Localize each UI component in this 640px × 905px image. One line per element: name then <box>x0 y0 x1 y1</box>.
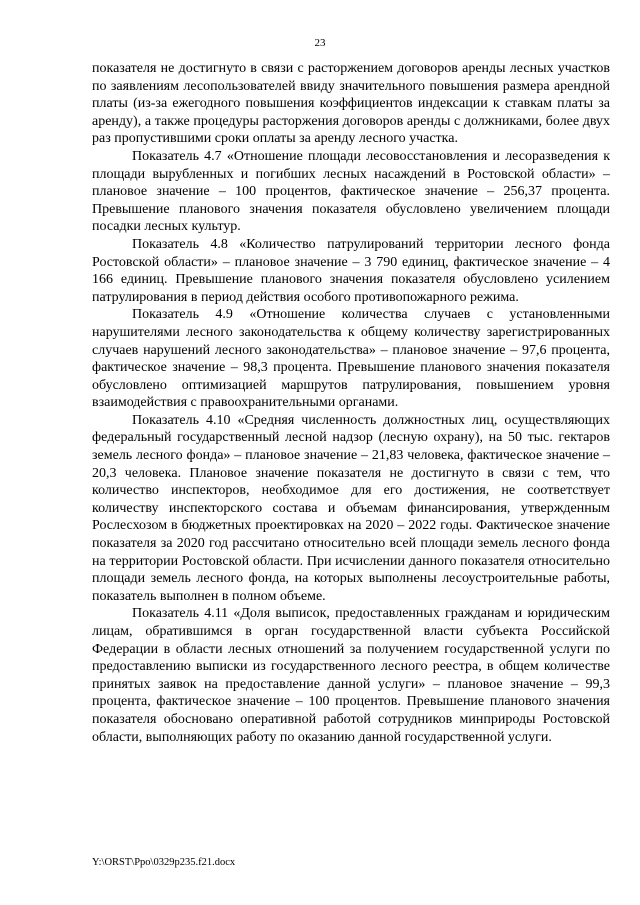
footer-file-path: Y:\ORST\Ppo\0329p235.f21.docx <box>92 857 236 868</box>
document-body <box>92 60 610 746</box>
paragraph-indicator-4-10: Показатель 4.10 «Средняя численность должностных лиц, осуществляющих федеральный государственный лесной надзор (лесную охрану), на 50 тыс. гектаров земель лесного фонда» – плановое значение – 21,83 человека, фактическое значение – 20,3 человека. Плановое значение показателя не достигнуто в связи с тем, что количество инспекторов, необходимое для его достижения, не соответствует количеству инспекторского состава и объемам финансирования, утвержденным Рослесхозом в бюджетных проектировках на 2020 – 2022 годы. Фактическое значение показателя за 2020 год рассчитано относительно всей площади земель лесного фонда на территории Ростовской области. При исчислении данного показателя относительно площади земель лесного фонда, на которых выполнены лесоустроительные работы, показатель выполнен в полном объеме. <box>92 412 610 604</box>
paragraph-indicator-4-9: Показатель 4.9 «Отношение количества случаев с установленными нарушителями лесного законодательства к общему количеству зарегистрированных случаев нарушений лесного законодательства» – плановое значение – 97,6 процента, фактическое значение – 98,3 процента. Превышение планового значения показателя обусловлено оптимизацией маршрутов патрулирования, повышением уровня взаимодействия с правоохранительными органами. <box>92 307 610 411</box>
page-number: 23 <box>314 37 326 49</box>
paragraph-indicator-4-8: Показатель 4.8 «Количество патрулирований территории лесного фонда Ростовской области» – плановое значение – 3 790 единиц, фактическое значение – 4 166 единиц. Превышение планового значения показателя обусловлено усилением патрулирования в период действия особого противопожарного режима. <box>92 236 610 305</box>
paragraph-indicator-4-7: Показатель 4.7 «Отношение площади лесовосстановления и лесоразведения к площади вырубленных и погибших лесных насаждений в Ростовской области» – плановое значение – 100 процентов, фактическое значение – 256,37 процента. Превышение планового значения показателя обусловлено увеличением площади посадки лесных культур. <box>92 148 610 235</box>
paragraph-indicator-4-11: Показатель 4.11 «Доля выписок, предоставленных гражданам и юридическим лицам, обратившимся в орган государственной власти субъекта Российской Федерации в области лесных отношений за получением государственной услуги по предоставлению выписки из государственного лесного реестра, в общем количестве принятых заявок на предоставление данной услуги» – плановое значение – 99,3 процента, фактическое значение – 100 процентов. Превышение планового значения показателя обосновано оперативной работой сотрудников минприроды Ростовской области, выполняющих работу по оказанию данной государственной услуги. <box>92 606 610 745</box>
paragraph-continuation: показателя не достигнуто в связи с расторжением договоров аренды лесных участков по заявлениям лесопользователей ввиду значительного повышения размера арендной платы (из-за ежегодного повышения коэффициентов индексации к ставкам платы за аренду), а также процедуры расторжения договоров аренды с должниками, более двух раз пропустившими сроки оплаты за аренду лесного участка. <box>92 61 610 147</box>
